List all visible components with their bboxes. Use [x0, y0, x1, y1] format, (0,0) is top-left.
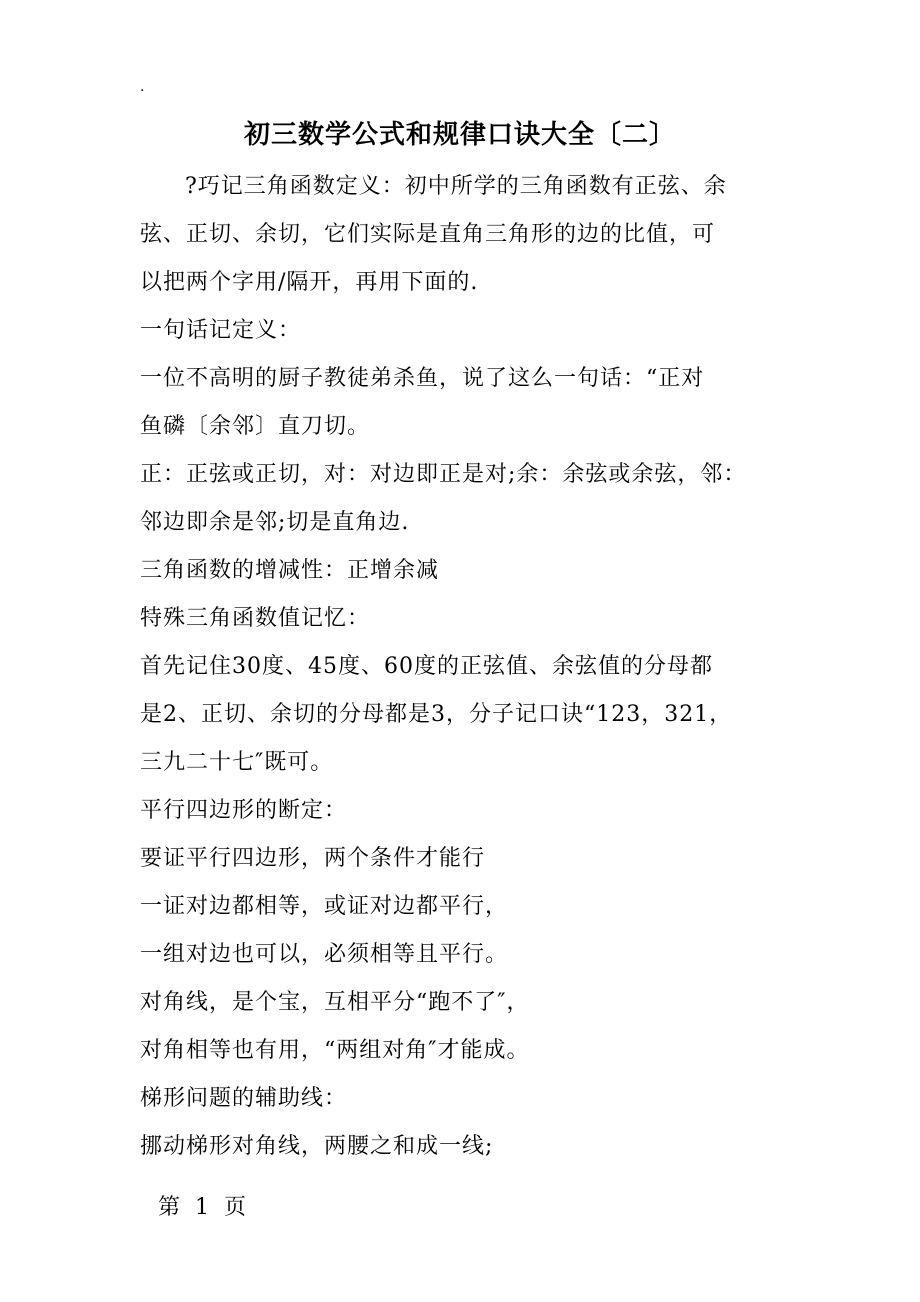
text-line: 梯形问题的辅助线： [140, 1086, 348, 1111]
text-line: 邻边即余是邻;切是直角边. [140, 510, 410, 535]
document-body [140, 163, 790, 1171]
document-title: 初三数学公式和规律口诀大全〔二〕 [243, 120, 676, 150]
header-mark: . [140, 79, 145, 95]
text-line: 鱼磷〔余邻〕直刀切。 [140, 414, 371, 439]
text-line: 对角线，是个宝，互相平分“跑不了″， [140, 990, 530, 1015]
text-line: 是2、正切、余切的分母都是3，分子记口诀“123，321， [140, 702, 733, 727]
text-line: 要证平行四边形，两个条件才能行 [140, 846, 486, 871]
text-line: 一证对边都相等，或证对边都平行， [140, 894, 509, 919]
text-line: 以把两个字用/隔开，再用下面的. [140, 270, 479, 295]
text-line: 特殊三角函数值记忆： [140, 606, 371, 631]
text-line: 平行四边形的断定： [140, 798, 348, 823]
text-line: 弦、正切、余切，它们实际是直角三角形的边的比值，可 [140, 222, 716, 247]
text-line: 三角函数的增减性：正增余减 [140, 558, 440, 583]
text-line: 一组对边也可以，必须相等且平行。 [140, 942, 509, 967]
text-line: 三九二十七″既可。 [140, 750, 334, 775]
text-line: ?巧记三角函数定义：初中所学的三角函数有正弦、余 [185, 174, 727, 199]
text-line: 一位不高明的厨子教徒弟杀鱼，说了这么一句话：“正对 [140, 366, 705, 391]
text-line: 对角相等也有用，“两组对角″才能成。 [140, 1038, 530, 1063]
text-line: 一句话记定义： [140, 318, 302, 343]
text-line: 挪动梯形对角线，两腰之和成一线; [140, 1134, 494, 1159]
text-line: 正：正弦或正切，对：对边即正是对;余：余弦或余弦，邻： [140, 462, 747, 487]
text-line: 首先记住30度、45度、60度的正弦值、余弦值的分母都 [140, 654, 713, 679]
page-number: 第 1 页 [158, 1195, 250, 1220]
